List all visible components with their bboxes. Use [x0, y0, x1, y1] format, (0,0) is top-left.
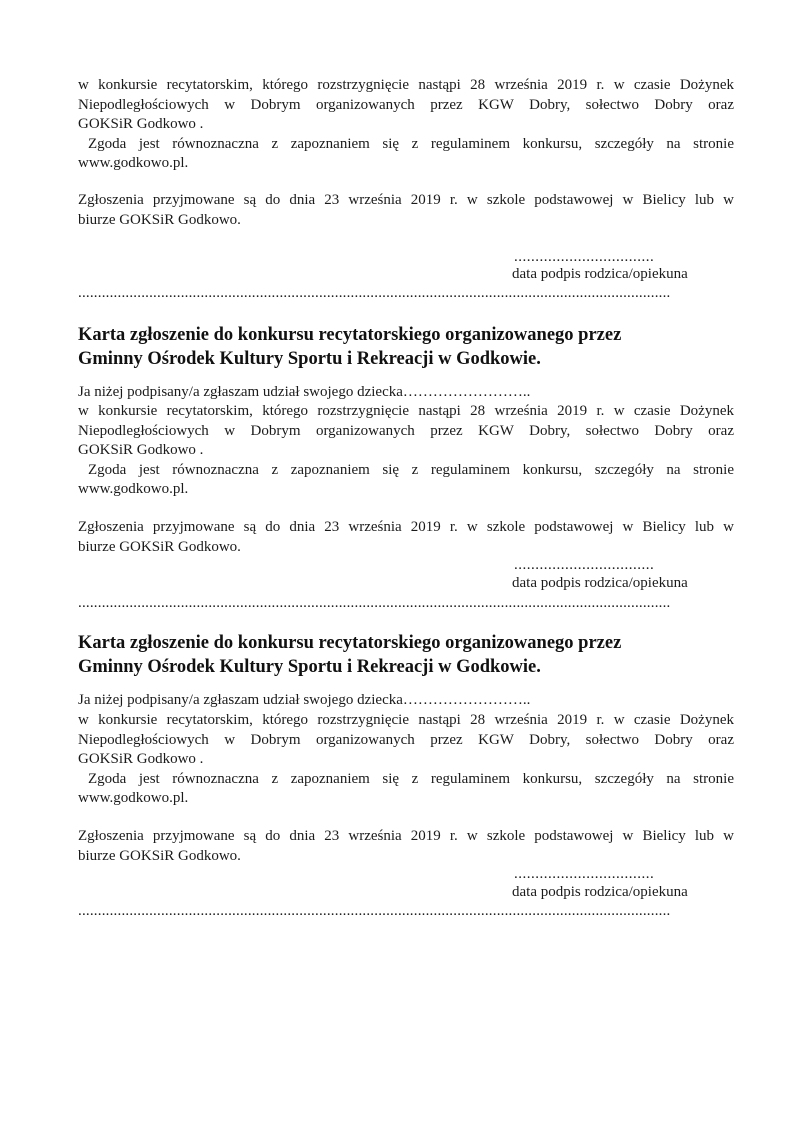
- consent-line: Zgoda jest równoznaczna z zapoznaniem się z regulaminem konkursu, szczegóły na stronie: [88, 135, 734, 152]
- consent-line: GOKSiR Godkowo .: [78, 116, 204, 132]
- form-title-line: Gminny Ośrodek Kultury Sportu i Rekreacji w Godkowie.: [78, 349, 541, 369]
- consent-line: GOKSiR Godkowo .: [78, 751, 204, 767]
- consent-line: GOKSiR Godkowo .: [78, 442, 204, 458]
- consent-line: Zgoda jest równoznaczna z zapoznaniem się z regulaminem konkursu, szczegóły na stronie: [88, 461, 734, 478]
- consent-line: Zgoda jest równoznaczna z zapoznaniem się z regulaminem konkursu, szczegóły na stronie: [88, 770, 734, 787]
- consent-paragraph: [78, 76, 734, 174]
- consent-line: Niepodległościowych w Dobrym organizowanych przez KGW Dobry, sołectwo Dobry oraz: [78, 96, 734, 113]
- consent-paragraph: [78, 711, 734, 809]
- deadline-line: biurze GOKSiR Godkowo.: [78, 538, 241, 555]
- deadline-paragraph: [78, 518, 734, 557]
- signature-label: data podpis rodzica/opiekuna: [512, 266, 688, 282]
- website-text: www.godkowo.pl.: [78, 790, 189, 806]
- intro-text: Ja niżej podpisany/a zgłaszam udział swojego dziecka……………………..: [78, 384, 531, 400]
- deadline-line: biurze GOKSiR Godkowo.: [78, 211, 241, 228]
- website-text: www.godkowo.pl.: [78, 155, 189, 171]
- consent-line: Niepodległościowych w Dobrym organizowanych przez KGW Dobry, sołectwo Dobry oraz: [78, 731, 734, 748]
- website-text: www.godkowo.pl.: [78, 481, 189, 497]
- signature-line: .................................: [514, 557, 655, 573]
- deadline-paragraph: [78, 827, 734, 866]
- form-title-line: Gminny Ośrodek Kultury Sportu i Rekreacji w Godkowie.: [78, 657, 541, 677]
- deadline-line: biurze GOKSiR Godkowo.: [78, 847, 241, 864]
- form-title-line: Karta zgłoszenie do konkursu recytatorskiego organizowanego przez: [78, 325, 622, 345]
- consent-paragraph: [78, 402, 734, 500]
- cut-line: ......................................................................................................................................................: [78, 285, 671, 301]
- signature-line: .................................: [514, 249, 655, 265]
- consent-line: w konkursie recytatorskim, którego rozstrzygnięcie nastąpi 28 września 2019 r. w czasie Dożynek: [78, 403, 734, 419]
- deadline-line: Zgłoszenia przyjmowane są do dnia 23 września 2019 r. w szkole podstawowej w Bielicy lub w: [78, 828, 734, 844]
- signature-line: .................................: [514, 866, 655, 882]
- deadline-line: Zgłoszenia przyjmowane są do dnia 23 września 2019 r. w szkole podstawowej w Bielicy lub w: [78, 519, 734, 535]
- form-title: [78, 323, 758, 371]
- consent-line: Niepodległościowych w Dobrym organizowanych przez KGW Dobry, sołectwo Dobry oraz: [78, 422, 734, 439]
- consent-line: w konkursie recytatorskim, którego rozstrzygnięcie nastąpi 28 września 2019 r. w czasie Dożynek: [78, 77, 734, 93]
- consent-line: w konkursie recytatorskim, którego rozstrzygnięcie nastąpi 28 września 2019 r. w czasie Dożynek: [78, 712, 734, 728]
- form-title: [78, 631, 758, 679]
- cut-line: ......................................................................................................................................................: [78, 595, 671, 611]
- signature-label: data podpis rodzica/opiekuna: [512, 884, 688, 900]
- signature-label: data podpis rodzica/opiekuna: [512, 575, 688, 591]
- deadline-paragraph: [78, 191, 734, 230]
- deadline-line: Zgłoszenia przyjmowane są do dnia 23 września 2019 r. w szkole podstawowej w Bielicy lub w: [78, 192, 734, 208]
- form-title-line: Karta zgłoszenie do konkursu recytatorskiego organizowanego przez: [78, 633, 622, 653]
- intro-text: Ja niżej podpisany/a zgłaszam udział swojego dziecka……………………..: [78, 692, 531, 708]
- cut-line: ......................................................................................................................................................: [78, 903, 671, 919]
